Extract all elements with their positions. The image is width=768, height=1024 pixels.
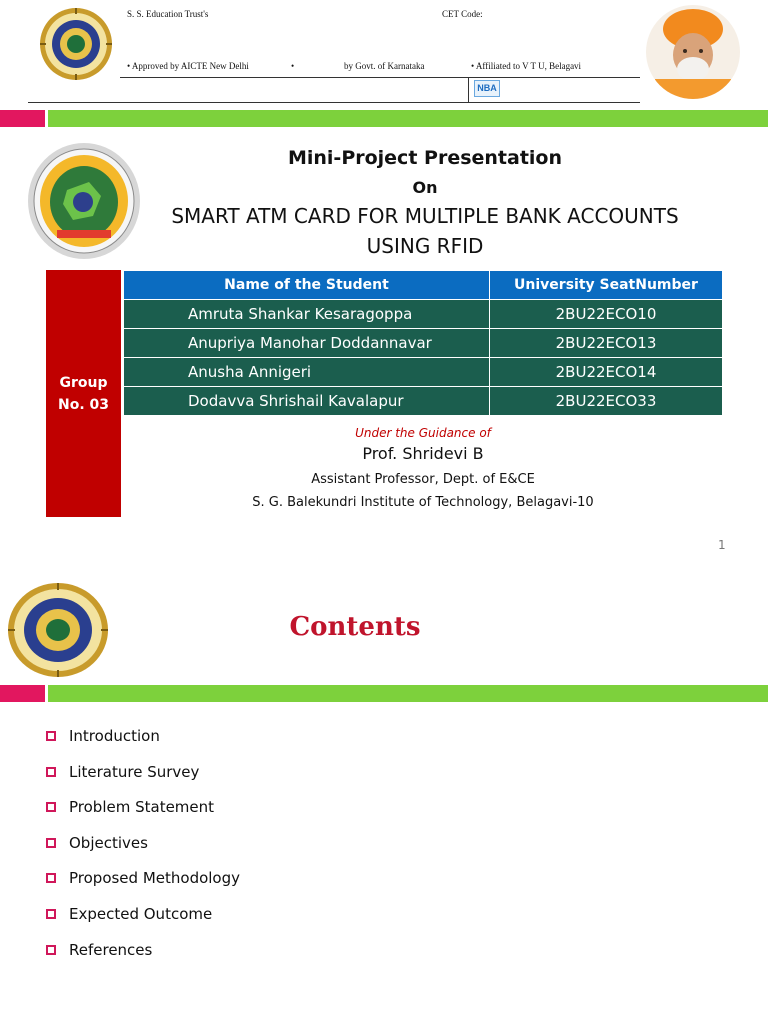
guide-name: Prof. Shridevi B	[362, 444, 484, 463]
list-item-label: Objectives	[69, 833, 148, 852]
list-item-label: Introduction	[69, 727, 160, 745]
list-item-label: Literature Survey	[69, 762, 200, 781]
institute-name: S. G. Balekundri Institute of Technology, Belagavi-10	[252, 495, 594, 510]
project-title-line1: SMART ATM CARD FOR MULTIPLE BANK ACCOUNTS	[171, 204, 679, 228]
presentation-title: Mini-Project Presentation	[287, 147, 563, 169]
page-number: 1	[718, 538, 726, 552]
govt-karnataka: by Govt. of Karnataka	[344, 61, 425, 71]
list-item	[46, 905, 240, 941]
checkbox-bullet-icon	[46, 945, 56, 955]
checkbox-bullet-icon	[46, 802, 56, 812]
university-logo-icon	[27, 142, 141, 260]
column-header-seat: University SeatNumber	[490, 271, 723, 300]
header-bullet: •	[291, 61, 295, 71]
table-row	[124, 387, 723, 416]
founder-portrait-icon	[645, 3, 741, 101]
header-rule-bottom	[28, 102, 640, 103]
checkbox-bullet-icon	[46, 838, 56, 848]
group-label: Group	[59, 374, 108, 391]
list-item	[46, 763, 240, 799]
project-title-line2: USING RFID	[366, 234, 484, 258]
student-name: Dodavva Shrishail Kavalapur	[124, 387, 490, 416]
list-item	[46, 798, 240, 834]
checkbox-bullet-icon	[46, 767, 56, 777]
list-item-label: Problem Statement	[69, 798, 215, 817]
student-seat: 2BU22ECO13	[490, 329, 723, 358]
group-number: No. 03	[57, 396, 109, 413]
accent-bar-green	[48, 110, 768, 127]
college-logo-icon	[38, 6, 114, 82]
guidance-label: Under the Guidance of	[355, 426, 491, 440]
list-item	[46, 941, 240, 977]
checkbox-bullet-icon	[46, 731, 56, 741]
table-row	[124, 358, 723, 387]
contents-list	[46, 727, 240, 976]
guide-designation: Assistant Professor, Dept. of E&CE	[311, 472, 535, 487]
vtu-affiliation: • Affiliated to V T U, Belagavi	[471, 61, 582, 71]
aicte-approval: • Approved by AICTE New Delhi	[127, 61, 249, 71]
student-seat: 2BU22ECO14	[490, 358, 723, 387]
cet-code: CET Code:	[442, 9, 483, 19]
list-item-label: Expected Outcome	[69, 904, 213, 923]
student-seat: 2BU22ECO33	[490, 387, 723, 416]
accent-bar-green	[48, 685, 768, 702]
header-rule	[120, 77, 640, 78]
accent-bar-pink	[0, 110, 45, 127]
column-header-name: Name of the Student	[124, 271, 490, 300]
student-name: Anupriya Manohar Doddannavar	[124, 329, 490, 358]
table-row	[124, 329, 723, 358]
on-label: On	[412, 178, 438, 197]
checkbox-bullet-icon	[46, 873, 56, 883]
checkbox-bullet-icon	[46, 909, 56, 919]
list-item-label: References	[69, 940, 153, 959]
table-row	[124, 300, 723, 329]
student-seat: 2BU22ECO10	[490, 300, 723, 329]
college-logo-icon	[6, 581, 110, 679]
student-name: Amruta Shankar Kesaragoppa	[124, 300, 490, 329]
list-item-label: Proposed Methodology	[69, 869, 241, 888]
list-item	[46, 869, 240, 905]
student-name: Anusha Annigeri	[124, 358, 490, 387]
students-table	[123, 270, 723, 416]
group-badge	[46, 270, 121, 517]
header-divider	[468, 78, 469, 102]
accent-bar-pink	[0, 685, 45, 702]
contents-title: Contents	[289, 612, 421, 642]
nba-logo-icon: NBA	[474, 80, 500, 97]
table-header-row	[124, 271, 723, 300]
list-item	[46, 727, 240, 763]
trust-name: S. S. Education Trust's	[127, 9, 209, 19]
list-item	[46, 834, 240, 870]
